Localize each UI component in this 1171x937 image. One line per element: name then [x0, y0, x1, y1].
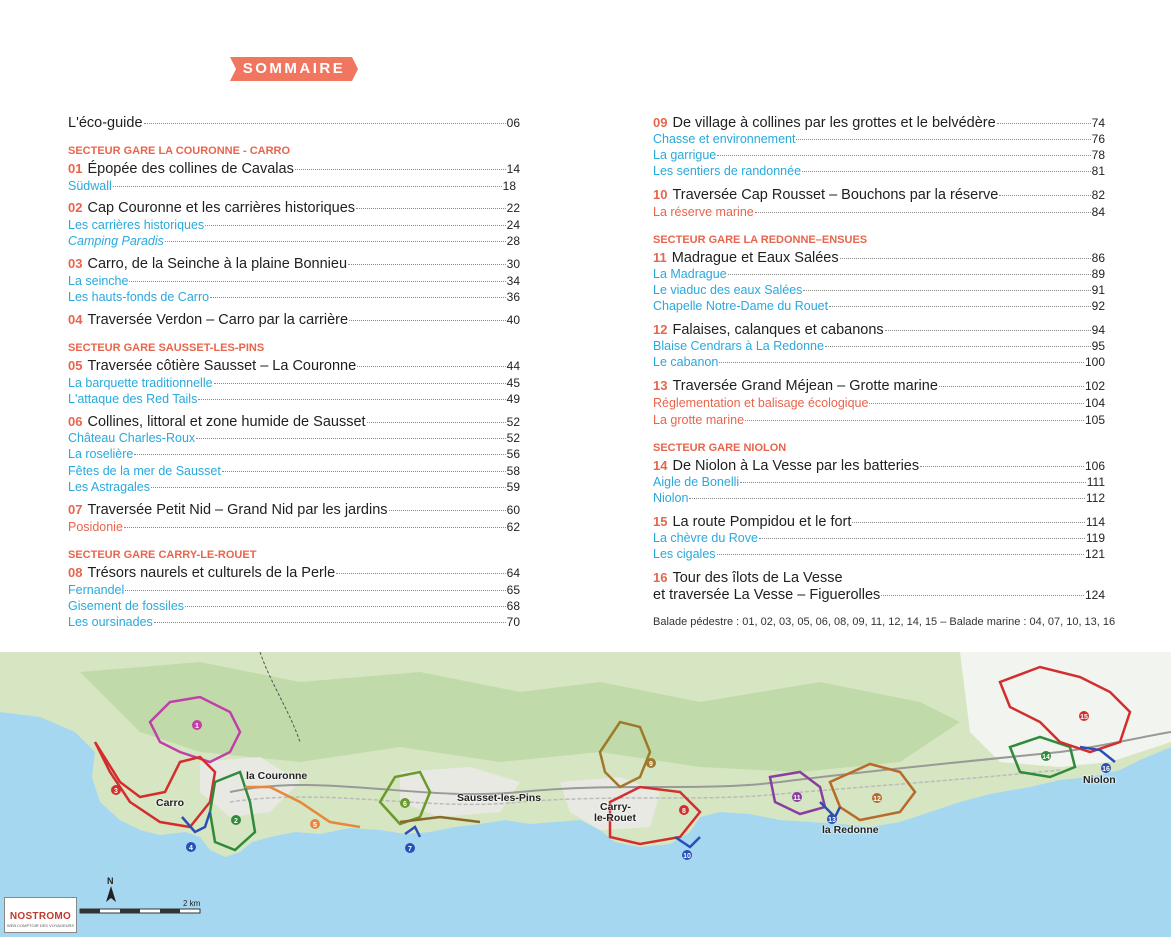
- toc-sub[interactable]: Blaise Cendrars à La Redonne 95: [653, 339, 1105, 353]
- map-marker: 1: [195, 723, 199, 730]
- toc-sub[interactable]: Les sentiers de randonnée 81: [653, 164, 1105, 178]
- sector-heading: SECTEUR GARE CARRY-LE-ROUET: [68, 549, 257, 561]
- map-graphic: [0, 652, 1171, 937]
- map-marker: 6: [403, 801, 407, 808]
- toc-walk[interactable]: 02 Cap Couronne et les carrières historiques 22: [68, 200, 520, 216]
- toc-sub[interactable]: Les hauts-fonds de Carro 36: [68, 290, 520, 304]
- sector-heading: SECTEUR GARE SAUSSET-LES-PINS: [68, 342, 265, 354]
- north-arrow-label: N: [107, 876, 114, 886]
- toc-sub[interactable]: La roselière 56: [68, 447, 520, 461]
- toc-sub[interactable]: La Madrague 89: [653, 267, 1105, 281]
- place-label: Sausset-les-Pins: [457, 792, 542, 804]
- toc-walk[interactable]: 12 Falaises, calanques et cabanons 94: [653, 322, 1105, 338]
- map-marker: 15: [1080, 714, 1088, 721]
- toc-walk[interactable]: 14 De Niolon à La Vesse par les batteries 106: [653, 458, 1105, 474]
- sector-heading: SECTEUR GARE NIOLON: [653, 442, 787, 454]
- map-marker: 8: [682, 808, 686, 815]
- toc-sub[interactable]: La barquette traditionnelle 45: [68, 376, 520, 390]
- toc-walk[interactable]: 08 Trésors naurels et culturels de la Perle 64: [68, 565, 520, 581]
- map-marker: 12: [873, 796, 881, 803]
- place-label: Niolon: [1083, 774, 1116, 786]
- toc-walk[interactable]: 01 Épopée des collines de Cavalas 14: [68, 161, 520, 177]
- toc-walk[interactable]: 05 Traversée côtière Sausset – La Couronne 44: [68, 358, 520, 374]
- toc-walk[interactable]: 07 Traversée Petit Nid – Grand Nid par les jardins 60: [68, 502, 520, 518]
- map-marker: 2: [234, 818, 238, 825]
- place-label: Carry-: [600, 801, 631, 813]
- sector-heading: SECTEUR GARE LA COURONNE - CARRO: [68, 145, 291, 157]
- toc-walk[interactable]: 10 Traversée Cap Rousset – Bouchons par la réserve 82: [653, 187, 1105, 203]
- toc-sub[interactable]: Les carrières historiques 24: [68, 218, 520, 232]
- toc-sub[interactable]: La réserve marine 84: [653, 205, 1105, 219]
- sommaire-badge: [230, 57, 358, 81]
- toc-sub[interactable]: Les Astragales 59: [68, 480, 520, 494]
- toc-sub[interactable]: Posidonie 62: [68, 520, 520, 534]
- toc-sub[interactable]: Aigle de Bonelli 111: [653, 475, 1105, 489]
- toc-sub[interactable]: Chapelle Notre-Dame du Rouet 92: [653, 299, 1105, 313]
- map-marker: 5: [313, 822, 317, 829]
- toc-sub[interactable]: La grotte marine 105: [653, 413, 1105, 427]
- toc-walk[interactable]: 13 Traversée Grand Méjean – Grotte marine 102: [653, 378, 1105, 394]
- sector-heading: SECTEUR GARE LA REDONNE–ENSUES: [653, 234, 868, 246]
- toc-walk[interactable]: 04 Traversée Verdon – Carro par la carrière 40: [68, 312, 520, 328]
- toc-walk[interactable]: 06 Collines, littoral et zone humide de Sausset 52: [68, 414, 520, 430]
- nostromo-logo: NOSTROMO WEB COMPTOIR DES VOYAGEURS: [4, 897, 77, 933]
- toc-walk[interactable]: 15 La route Pompidou et le fort 114: [653, 514, 1105, 530]
- toc-sub[interactable]: Südwall 18: [68, 179, 516, 193]
- place-label: Carro: [156, 797, 185, 809]
- map-marker: 16: [1102, 766, 1110, 773]
- place-label: la Couronne: [246, 770, 308, 782]
- toc-walk-16-line1[interactable]: 16 Tour des îlots de La Vesse: [653, 570, 843, 586]
- toc-sub[interactable]: Réglementation et balisage écologique 104: [653, 396, 1105, 410]
- toc-sub[interactable]: Château Charles-Roux 52: [68, 431, 520, 445]
- walk-type-note: Balade pédestre : 01, 02, 03, 05, 06, 08, 09, 11, 12, 14, 15 – Balade marine : 04, 07, 10, 13, 16: [653, 616, 1116, 628]
- place-label: le-Rouet: [594, 812, 636, 824]
- toc-sub[interactable]: L'attaque des Red Tails 49: [68, 392, 520, 406]
- toc-intro[interactable]: L'éco-guide 06: [68, 115, 520, 131]
- toc-sub[interactable]: Chasse et environnement 76: [653, 132, 1105, 146]
- scale-label: 2 km: [183, 899, 201, 908]
- page-title: SOMMAIRE: [242, 60, 346, 77]
- toc-walk[interactable]: 09 De village à collines par les grottes et le belvédère 74: [653, 115, 1105, 131]
- place-label: la Redonne: [822, 824, 879, 836]
- route-map: [0, 652, 1171, 937]
- toc-sub[interactable]: Les oursinades 70: [68, 615, 520, 629]
- toc-sub[interactable]: La chèvre du Rove 119: [653, 531, 1105, 545]
- toc-sub[interactable]: Gisement de fossiles 68: [68, 599, 520, 613]
- map-marker: 13: [828, 817, 836, 824]
- map-marker: 14: [1042, 754, 1050, 761]
- map-marker: 4: [189, 845, 193, 852]
- map-marker: 7: [408, 846, 412, 853]
- map-marker: 10: [683, 853, 691, 860]
- toc-sub[interactable]: Le viaduc des eaux Salées 91: [653, 283, 1105, 297]
- toc-sub[interactable]: Les cigales 121: [653, 547, 1105, 561]
- map-marker: 3: [114, 788, 118, 795]
- toc-walk-16-line2[interactable]: et traversée La Vesse – Figuerolles 124: [653, 587, 1105, 603]
- toc-walk[interactable]: 03 Carro, de la Seinche à la plaine Bonnieu 30: [68, 256, 520, 272]
- map-marker: 9: [649, 761, 653, 768]
- toc-sub[interactable]: Fêtes de la mer de Sausset 58: [68, 464, 520, 478]
- toc-sub[interactable]: La seinche 34: [68, 274, 520, 288]
- toc-sub[interactable]: La garrigue 78: [653, 148, 1105, 162]
- toc-walk[interactable]: 11 Madrague et Eaux Salées 86: [653, 250, 1105, 266]
- toc-sub[interactable]: Camping Paradis 28: [68, 234, 520, 248]
- toc-sub[interactable]: Le cabanon 100: [653, 355, 1105, 369]
- toc-sub[interactable]: Niolon 112: [653, 491, 1105, 505]
- map-marker: 11: [793, 795, 801, 802]
- toc-sub[interactable]: Fernandel 65: [68, 583, 520, 597]
